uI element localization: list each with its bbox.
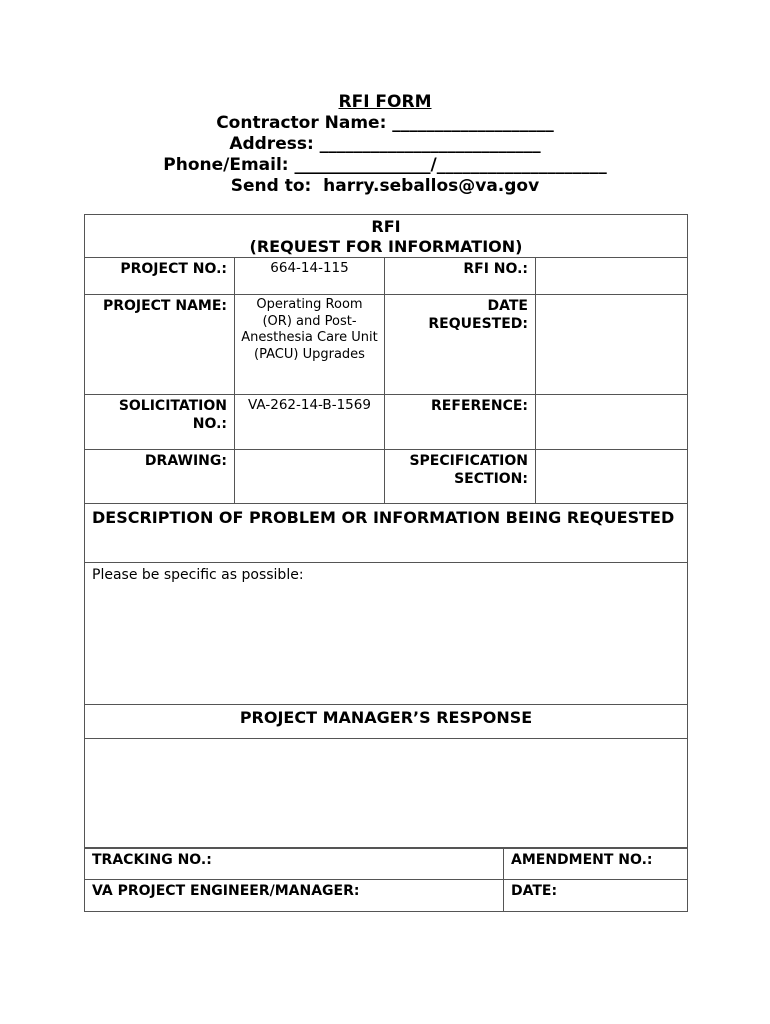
footer-table <box>84 848 688 912</box>
rfi-heading <box>85 215 688 258</box>
solicitation-no-label: SOLICITATION NO.: <box>85 395 235 450</box>
date-label: DATE: <box>504 880 688 912</box>
specification-section-label: SPECIFICATION SECTION: <box>385 450 536 504</box>
address-line: Address: __________________________ <box>229 134 541 154</box>
description-heading: DESCRIPTION OF PROBLEM OR INFORMATION BEING REQUESTED <box>85 504 688 563</box>
rfi-heading-line2: (REQUEST FOR INFORMATION) <box>249 237 523 256</box>
project-name-label: PROJECT NAME: <box>85 295 235 395</box>
specification-section-field[interactable] <box>536 450 688 504</box>
rfi-heading-line1: RFI <box>371 217 401 236</box>
project-no-value: 664-14-115 <box>235 258 385 295</box>
project-no-label: PROJECT NO.: <box>85 258 235 295</box>
solicitation-no-value: VA-262-14-B-1569 <box>235 395 385 450</box>
reference-field[interactable] <box>536 395 688 450</box>
pm-response-field[interactable] <box>85 739 688 848</box>
send-to-line: Send to: harry.seballos@va.gov <box>230 176 540 196</box>
project-name-value: Operating Room (OR) and Post-Anesthesia Care Unit (PACU) Upgrades <box>235 295 385 395</box>
rfi-no-label: RFI NO.: <box>385 258 536 295</box>
description-field[interactable] <box>85 563 688 705</box>
drawing-field[interactable] <box>235 450 385 504</box>
va-engineer-label: VA PROJECT ENGINEER/MANAGER: <box>85 880 504 912</box>
rfi-no-field[interactable] <box>536 258 688 295</box>
contractor-name-line: Contractor Name: ___________________ <box>216 113 554 133</box>
form-header <box>0 92 770 197</box>
date-requested-field[interactable] <box>536 295 688 395</box>
amendment-no-label: AMENDMENT NO.: <box>504 849 688 880</box>
date-requested-label: DATE REQUESTED: <box>385 295 536 395</box>
drawing-label: DRAWING: <box>85 450 235 504</box>
phone-email-line: Phone/Email: ________________/____________________ <box>163 155 607 175</box>
tracking-no-label: TRACKING NO.: <box>85 849 504 880</box>
reference-label: REFERENCE: <box>385 395 536 450</box>
rfi-table <box>84 214 688 848</box>
form-title: RFI FORM <box>338 92 432 112</box>
description-note: Please be specific as possible: <box>92 567 304 583</box>
pm-response-heading: PROJECT MANAGER’S RESPONSE <box>85 705 688 739</box>
